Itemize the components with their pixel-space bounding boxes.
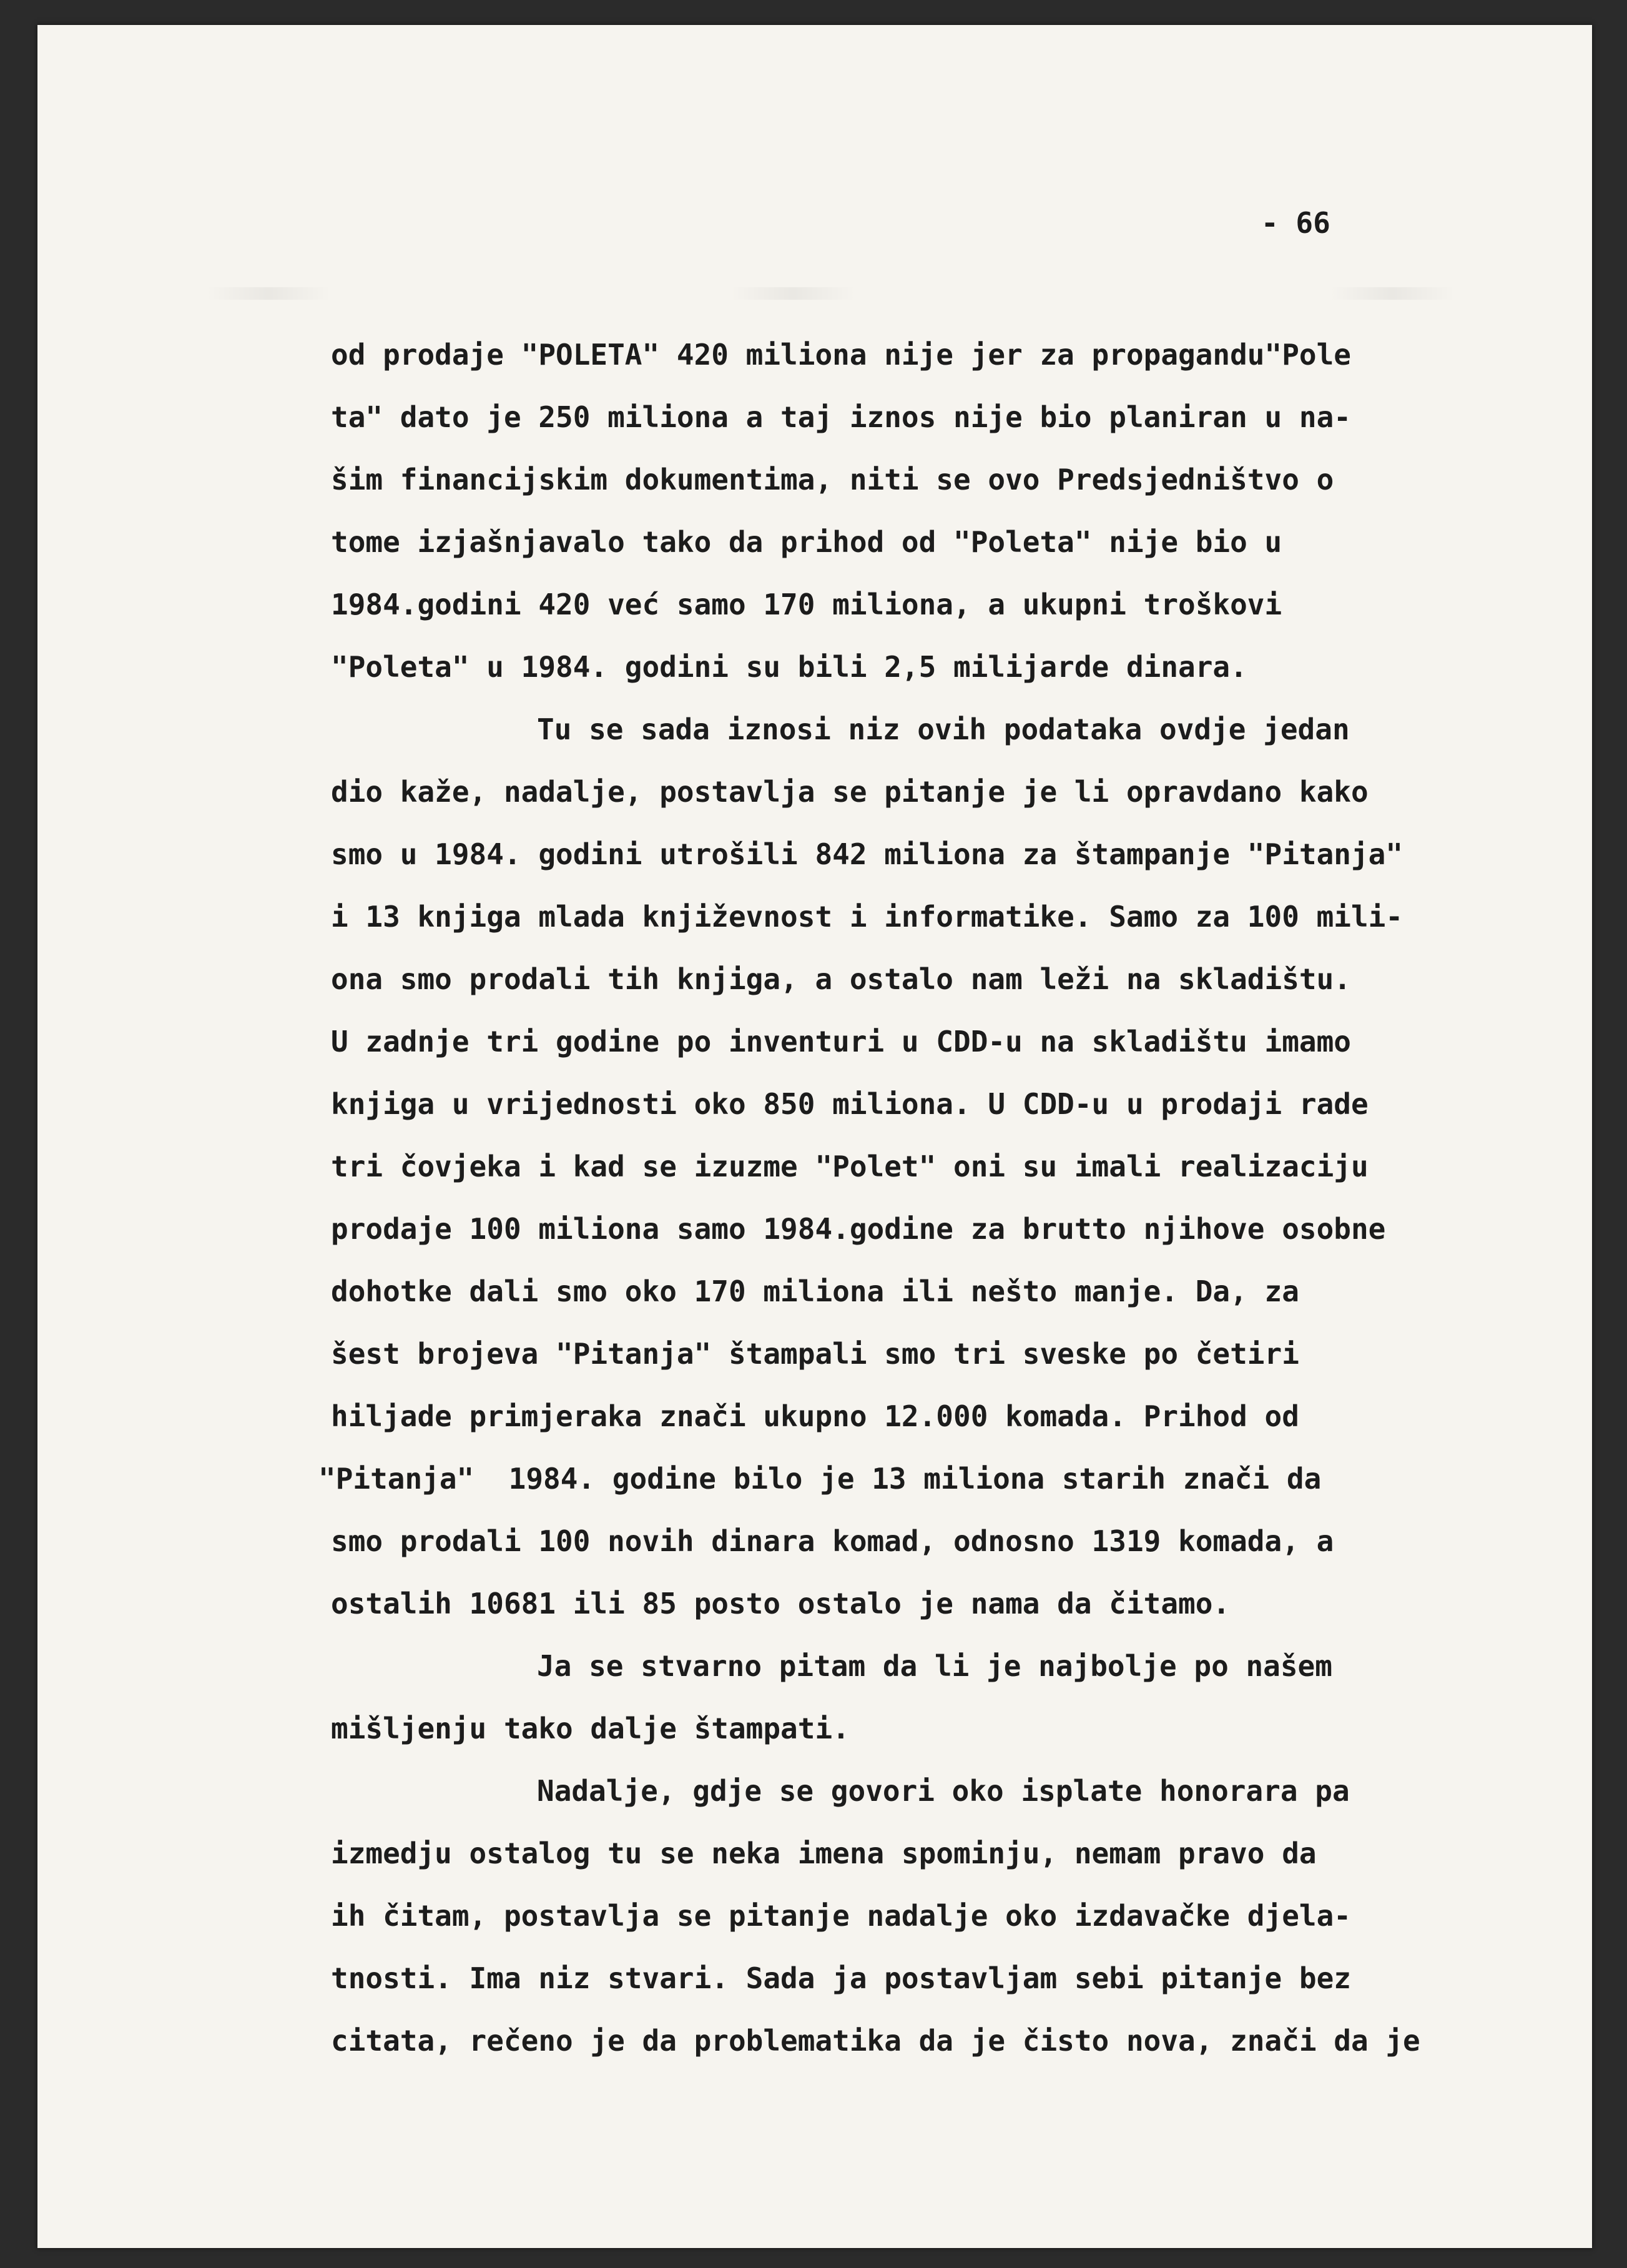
- scan-artifact: [206, 287, 1455, 300]
- text-line: dio kaže, nadalje, postavlja se pitanje je li opravdano kako: [331, 775, 1369, 809]
- paragraph-start-line: Tu se sada iznosi niz ovih podataka ovdje jedan: [537, 712, 1350, 746]
- text-line: dohotke dali smo oko 170 miliona ili nešto manje. Da, za: [331, 1275, 1299, 1308]
- text-line: i 13 knjiga mlada književnost i informatike. Samo za 100 mili-: [331, 900, 1403, 934]
- text-line: tome izjašnjavalo tako da prihod od "Poleta" nije bio u: [331, 525, 1282, 559]
- text-line: ih čitam, postavlja se pitanje nadalje oko izdavačke djela-: [331, 1899, 1351, 1933]
- text-line: "Poleta" u 1984. godini su bili 2,5 milijarde dinara.: [331, 650, 1247, 684]
- document-page: [37, 25, 1592, 2248]
- text-line: "Pitanja" 1984. godine bilo je 13 miliona starih znači da: [318, 1462, 1322, 1496]
- text-line: šim financijskim dokumentima, niti se ovo Predsjedništvo o: [331, 463, 1334, 496]
- text-line: mišljenju tako dalje štampati.: [331, 1712, 850, 1745]
- text-line: smo u 1984. godini utrošili 842 miliona za štampanje "Pitanja": [331, 837, 1403, 871]
- text-line: citata, rečeno je da problematika da je čisto nova, znači da je: [331, 2024, 1420, 2058]
- page-number: - 66: [1261, 206, 1330, 240]
- text-line: ona smo prodali tih knjiga, a ostalo nam leži na skladištu.: [331, 962, 1351, 996]
- text-line: izmedju ostalog tu se neka imena spominju, nemam pravo da: [331, 1837, 1317, 1870]
- text-line: ostalih 10681 ili 85 posto ostalo je nama da čitamo.: [331, 1587, 1231, 1620]
- text-line: U zadnje tri godine po inventuri u CDD-u na skladištu imamo: [331, 1025, 1351, 1058]
- paragraph-start-line: Nadalje, gdje se govori oko isplate honorara pa: [537, 1774, 1350, 1808]
- text-line: šest brojeva "Pitanja" štampali smo tri sveske po četiri: [331, 1337, 1299, 1371]
- text-line: tnosti. Ima niz stvari. Sada ja postavljam sebi pitanje bez: [331, 1961, 1351, 1995]
- text-line: tri čovjeka i kad se izuzme "Polet" oni su imali realizaciju: [331, 1150, 1369, 1183]
- text-line: knjiga u vrijednosti oko 850 miliona. U CDD-u u prodaji rade: [331, 1087, 1369, 1121]
- text-line: prodaje 100 miliona samo 1984.godine za brutto njihove osobne: [331, 1212, 1386, 1246]
- text-line: smo prodali 100 novih dinara komad, odnosno 1319 komada, a: [331, 1524, 1334, 1558]
- text-line: hiljade primjeraka znači ukupno 12.000 komada. Prihod od: [331, 1399, 1299, 1433]
- text-line: od prodaje "POLETA" 420 miliona nije jer za propagandu"Pole: [331, 338, 1351, 372]
- text-line: 1984.godini 420 već samo 170 miliona, a ukupni troškovi: [331, 588, 1282, 621]
- paragraph-start-line: Ja se stvarno pitam da li je najbolje po našem: [537, 1649, 1332, 1683]
- text-line: ta" dato je 250 miliona a taj iznos nije bio planiran u na-: [331, 400, 1351, 434]
